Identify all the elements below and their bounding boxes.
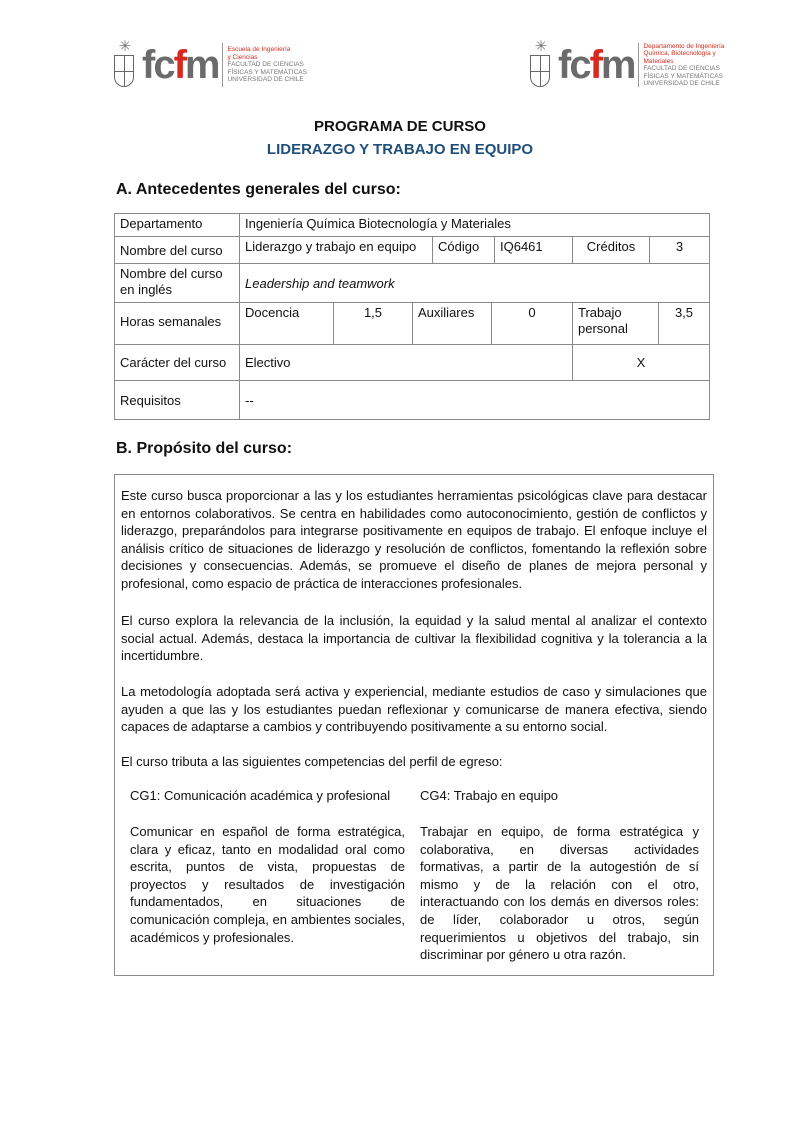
logo-line: UNIVERSIDAD DE CHILE: [643, 80, 720, 87]
competencies-intro: El curso tributa a las siguientes competencias del perfil de egreso:: [121, 754, 503, 769]
university-crest-icon: ✳: [112, 40, 138, 90]
label-auxiliares: Auxiliares: [412, 302, 492, 345]
fcfm-wordmark: fcfm: [558, 43, 639, 87]
label-creditos: Créditos: [572, 236, 650, 264]
caracter-mark: X: [572, 344, 710, 381]
logo-line: FACULTAD DE CIENCIAS: [227, 61, 304, 69]
section-a-heading: A. Antecedentes generales del curso:: [116, 181, 401, 198]
purpose-paragraph-1: Este curso busca proporcionar a las y los estudiantes herramientas psicológicas clave para destacar en entornos colaborativos. Se centra en habilidades como autoconocimiento, gestión de conflictos y liderazgo, preparándolos para integrarse positivamente en equipos de trabajo. El enfoque incluye el análisis crítico de situaciones de liderazgo y resolución de conflictos, fomentando la reflexión sobre decisiones y consecuencias. Además, se promueve el diseño de planes de mejora personal y profesional, como espacio de práctica de interacciones profesionales.: [121, 488, 707, 591]
competency-title-cg4: CG4: Trabajo en equipo: [420, 788, 559, 803]
fcfm-logo-left: [112, 40, 307, 90]
value-auxiliares: 0: [491, 302, 573, 345]
competency-text-cg1: Comunicar en español de forma estratégica, clara y eficaz, tanto en modalidad oral como escrita, puntos de vista, propuestas de proyectos y resultados de investigación fundamentados, en situaciones de comunicación compleja, en ambientes sociales, académicos y profesionales.: [130, 824, 405, 945]
logo-line: Escuela de Ingeniería: [227, 46, 291, 54]
label-horas: Horas semanales: [114, 302, 240, 345]
logo-line: Materiales: [643, 57, 674, 65]
value-requisitos: --: [239, 380, 710, 420]
value-codigo: IQ6461: [494, 236, 573, 264]
purpose-paragraph-3: La metodología adoptada será activa y experiencial, mediante estudios de caso y simulaciones que ayuden a que las y los estudiantes puedan reflexionar y comunicarse de manera efectiva, siendo capaces de adaptarse a cambios y contribuyendo positivamente a su entorno social.: [121, 684, 707, 735]
value-caracter: Electivo: [239, 344, 573, 381]
value-docencia: 1,5: [333, 302, 413, 345]
competency-text-cg4: Trabajar en equipo, de forma estratégica y colaborativa, en diversas actividades formativas, a partir de la autogestión de sí mismo y de la relación con el otro, interactuando con los demás en diversos roles: de líder, colaborador u otros, según requerimientos u objetivos del trabajo, sin discriminar por género u otra razón.: [420, 824, 699, 963]
logo-line: FACULTAD DE CIENCIAS: [643, 65, 720, 72]
value-nombre-ingles: Leadership and teamwork: [239, 263, 710, 303]
logo-line: Departamento de Ingeniería: [643, 42, 725, 50]
fcfm-logo-right: [528, 40, 724, 90]
label-nombre: Nombre del curso: [114, 236, 240, 264]
value-trabajo-personal: 3,5: [658, 302, 710, 345]
label-docencia: Docencia: [239, 302, 334, 345]
label-codigo: Código: [432, 236, 495, 264]
logo-line: FÍSICAS Y MATEMÁTICAS: [227, 68, 307, 76]
value-nombre: Liderazgo y trabajo en equipo: [239, 236, 433, 264]
logo-line: Química, Biotecnología y: [643, 50, 716, 57]
logo-line: UNIVERSIDAD DE CHILE: [227, 76, 304, 84]
logo-line: FÍSICAS Y MATEMÁTICAS: [643, 72, 723, 80]
label-requisitos: Requisitos: [114, 380, 240, 420]
value-creditos: 3: [649, 236, 710, 264]
label-trabajo-personal: Trabajo personal: [572, 302, 659, 345]
value-departamento: Ingeniería Química Biotecnología y Materiales: [239, 213, 710, 237]
fcfm-wordmark: fcfm: [142, 43, 223, 87]
label-nombre-ingles: Nombre del curso en inglés: [114, 263, 240, 303]
purpose-paragraph-2: El curso explora la relevancia de la inclusión, la equidad y la salud mental al analizar el contexto social actual. Además, destaca la importancia de cultivar la flexibilidad cognitiva y la tolerancia a la incertidumbre.: [121, 613, 707, 664]
label-caracter: Carácter del curso: [114, 344, 240, 381]
competency-title-cg1: CG1: Comunicación académica y profesional: [130, 788, 391, 803]
course-subtitle: LIDERAZGO Y TRABAJO EN EQUIPO: [266, 141, 534, 158]
page-title: PROGRAMA DE CURSO: [314, 118, 486, 135]
logo-line: y Ciencias: [227, 53, 258, 61]
university-crest-icon: ✳: [528, 40, 554, 90]
section-b-heading: B. Propósito del curso:: [116, 440, 293, 457]
label-departamento: Departamento: [114, 213, 240, 237]
